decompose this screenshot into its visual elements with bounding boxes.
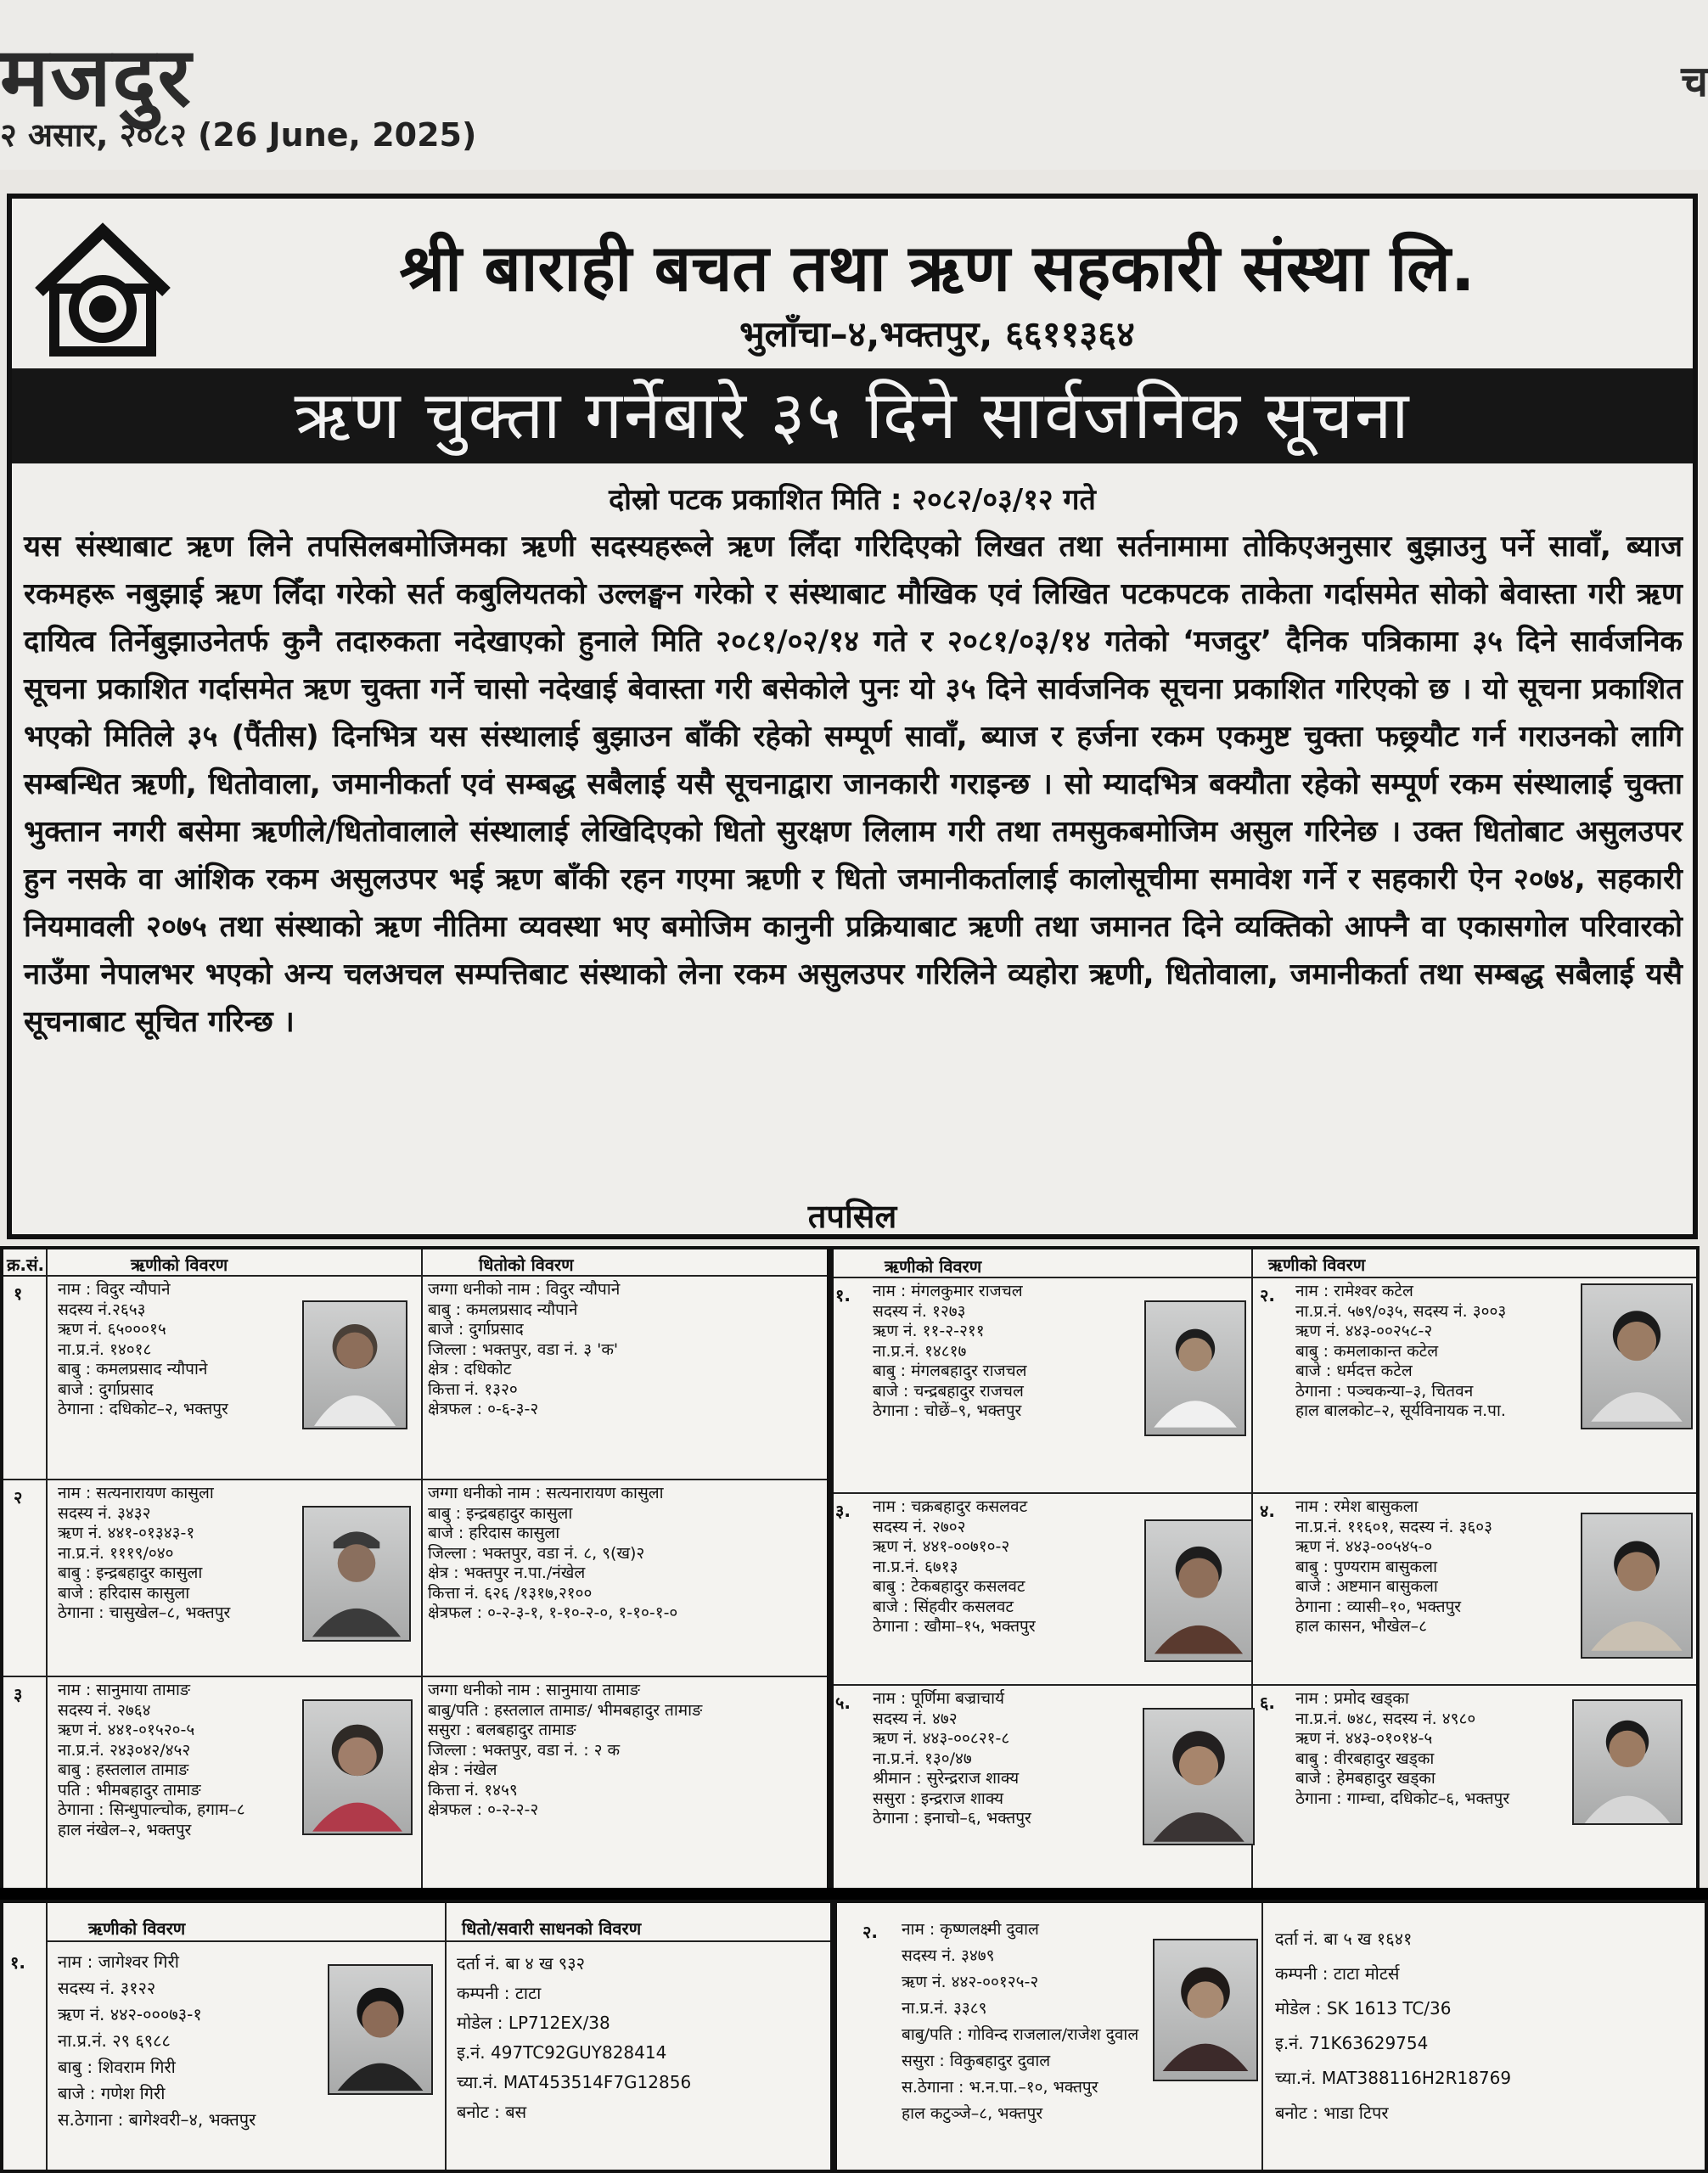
collateral-line: क्षेत्रफल : ०-६-३-२ bbox=[428, 1400, 539, 1418]
borrower-line: बाजे : चन्द्रबहादुर राजचल bbox=[873, 1381, 1024, 1401]
collateral-line: जग्गा धनीको नाम : विदुर न्यौपाने bbox=[428, 1280, 621, 1299]
schedule-table-d bbox=[834, 1900, 1708, 2173]
borrower-line: ना.प्र.नं. २९ ६९८८ bbox=[58, 2030, 171, 2051]
borrower-line: श्रीमान : सुरेन्द्रराज शाक्य bbox=[873, 1769, 1020, 1788]
collateral-line: ससुरा : बलबहादुर तामाङ bbox=[428, 1721, 576, 1739]
vehicle-line: च्या.नं. MAT388116H2R18769 bbox=[1275, 2068, 1512, 2088]
borrower-line: ना.प्र.नं. १३०/४७ bbox=[873, 1749, 972, 1768]
record-number: ६. bbox=[1260, 1693, 1275, 1713]
collateral-line: क्षेत्र : दधिकोट bbox=[428, 1360, 512, 1378]
borrower-details bbox=[1295, 1282, 1506, 1422]
borrower-line: बाबु : कमलाकान्त कटेल bbox=[1295, 1341, 1439, 1361]
borrower-details bbox=[1295, 1689, 1509, 1809]
borrower-photo bbox=[1581, 1513, 1693, 1659]
borrower-line: नाम : सानुमाया तामाङ bbox=[58, 1681, 191, 1699]
borrower-line: ससुरा : इन्द्रराज शाक्य bbox=[873, 1788, 1004, 1808]
vehicle-line: इ.नं. 497TC92GUY828414 bbox=[457, 2042, 667, 2063]
vehicle-details bbox=[1275, 1922, 1511, 2131]
collateral-line: बाबु : कमलप्रसाद न्यौपाने bbox=[428, 1300, 578, 1319]
borrower-line: पति : भीमबहादुर तामाङ bbox=[58, 1780, 201, 1800]
borrower-line: सदस्य नं. २७६४ bbox=[58, 1700, 151, 1720]
borrower-line: ऋण नं. ४४३-००२५८-२ bbox=[1295, 1322, 1433, 1340]
record-number: १ bbox=[14, 1283, 23, 1304]
borrower-line: बाजे : हेमबहादुर खड्का bbox=[1295, 1769, 1436, 1788]
publication-date: दोस्रो पटक प्रकाशित मिति : २०८२/०३/१२ गते bbox=[609, 483, 1096, 517]
borrower-line: बाजे : अष्टमान बासुकला bbox=[1295, 1577, 1438, 1596]
column-header-collateral: धितोको विवरण bbox=[479, 1255, 574, 1275]
column-header-borrower: ऋणीको विवरण bbox=[1268, 1255, 1366, 1275]
collateral-line: बाबु/पति : हस्तलाल तामाङ/ भीमबहादुर तामाङ bbox=[428, 1700, 703, 1720]
borrower-line: ऋण नं. ४४३-००८२१-८ bbox=[873, 1729, 1010, 1748]
borrower-line: ना.प्र.नं. ३३८९ bbox=[902, 1999, 987, 2018]
borrower-line: बाबु : शिवराम गिरी bbox=[58, 2057, 176, 2077]
borrower-line: बाबु : टेकबहादुर कसलवट bbox=[873, 1577, 1025, 1596]
borrower-line: सदस्य नं. ३१२२ bbox=[58, 1978, 156, 1998]
borrower-line: ऋण नं. ४४३-००५४५-० bbox=[1295, 1537, 1433, 1556]
borrower-line: ना.प्र.नं. ११६०१, सदस्य नं. ३६०३ bbox=[1295, 1517, 1492, 1536]
schedule-table-b bbox=[830, 1246, 1700, 1893]
column-header-borrower: ऋणीको विवरण bbox=[131, 1255, 228, 1275]
collateral-line: कित्ता नं. ६२६ /१३१७,२१०० bbox=[428, 1583, 593, 1603]
borrower-line: ससुरा : विकुबहादुर दुवाल bbox=[902, 2052, 1051, 2070]
borrower-line: ठेगाना : चासुखेल–८, भक्तपुर bbox=[58, 1603, 231, 1622]
collateral-line: कित्ता नं. १३२० bbox=[428, 1379, 518, 1399]
borrower-photo bbox=[302, 1506, 411, 1642]
borrower-line: ना.प्र.नं. १११९/०४० bbox=[58, 1543, 174, 1563]
borrower-line: नाम : प्रमोद खड्का bbox=[1295, 1689, 1409, 1708]
notice-body: यस संस्थाबाट ऋण लिने तपसिलबमोजिमका ऋणी सदस्यहरूले ऋण लिँदा गरिदिएको लिखत तथा सर्तनामामा तोकिएअनुसार बुझाउनु पर्ने सावाँ, ब्याज रकमहरू नबुझाई ऋण लिँदा गरेको सर्त कबुलियतको उल्लङ्घन गरेको र संस्थाबाट मौखिक एवं लिखित पटकपटक ताकेता गर्दासमेत सोको बेवास्ता गरी ऋण दायित्व तिर्नेबुझाउनेतर्फ कुनै तदारुकता नदेखाएको हुनाले मिति २०८१/०२/१४ गते र २०८१/०३/१४ गतेको ‘मजदुर’ दैनिक पत्रिकामा ३५ दिने सार्वजनिक सूचना प्रकाशित गर्दासमेत ऋण चुक्ता गर्ने चासो नदेखाई बेवास्ता गरी बसेकोले पुनः यो ३५ दिने सार्वजनिक सूचना प्रकाशित गरिएको छ । यो सूचना प्रकाशित भएको मितिले ३५ (पैंतीस) दिनभित्र यस संस्थालाई बुझाउन बाँकी रहेको सम्पूर्ण सावाँ, ब्याज र हर्जना रकम एकमुष्ट चुक्ता फछ्र्यौट गर्न गराउनको लागि सम्बन्धित ऋणी, धितोवाला, जमानीकर्ता एवं सम्बद्ध सबैलाई यसै सूचनाद्वारा जानकारी गराइन्छ । सो म्यादभित्र बक्यौता रहेको सम्पूर्ण रकम संस्थालाई चुक्ता भुक्तान नगरी बसेमा ऋणीले/धितोवालाले संस्थालाई लेखिदिएको धितो सुरक्षण लिलाम गरी तथा तमसुकबमोजिम असुल गरिनेछ । उक्त धितोबाट असुलउपर हुन नसके वा आंशिक रकम असुलउपर भई ऋण बाँकी रहन गएमा ऋणी र धितो जमानीकर्तालाई कालोसूचीमा समावेश गर्ने र सहकारी ऐन २०७४, सहकारी नियमावली २०७५ तथा संस्थाको ऋण नीतिमा व्यवस्था भए बमोजिम कानुनी प्रक्रियाबाट ऋणी तथा जमानत दिने व्यक्तिको आफ्नै वा एकासगोल परिवारको नाउँमा नेपालभर भएको अन्य चलअचल सम्पत्तिबाट संस्थाको लेना रकम असुलउपर गरिलिने व्यहोरा ऋणी, धितोवाला, जमानीकर्ता तथा सम्बद्ध सबैलाई यसै सूचनाबाट सूचित गरिन्छ । bbox=[24, 530, 1683, 1039]
vehicle-line: मोडेल : LP712EX/38 bbox=[457, 2013, 610, 2033]
vehicle-line: मोडेल : SK 1613 TC/36 bbox=[1275, 1998, 1452, 2019]
collateral-details bbox=[428, 1280, 620, 1420]
borrower-photo bbox=[302, 1300, 407, 1429]
borrower-line: बाबु : पुण्यराम बासुकला bbox=[1295, 1557, 1438, 1576]
borrower-details bbox=[873, 1689, 1031, 1829]
borrower-line: हाल बालकोट–२, सूर्यविनायक न.पा. bbox=[1295, 1401, 1506, 1420]
organization-address: भुलाँचा–४,भक्तपुर, ६६११३६४ bbox=[739, 313, 1135, 355]
borrower-line: हाल नंखेल–२, भक्तपुर bbox=[58, 1820, 192, 1839]
schedule-heading: तपसिल bbox=[807, 1198, 897, 1235]
borrower-line: बाबु : हस्तलाल तामाङ bbox=[58, 1760, 189, 1779]
record-number: २. bbox=[862, 1922, 878, 1942]
newspaper-name-fragment: च bbox=[1681, 57, 1708, 106]
cooperative-logo bbox=[31, 216, 175, 360]
borrower-line: नाम : सत्यनारायण कासुला bbox=[58, 1484, 214, 1502]
vehicle-line: बनोट : बस bbox=[457, 2102, 527, 2122]
borrower-line: बाजे : धर्मदत्त कटेल bbox=[1295, 1362, 1413, 1380]
borrower-line: ना.प्र.नं. २४३०४२/४५२ bbox=[58, 1740, 191, 1760]
collateral-line: क्षेत्र : नंखेल bbox=[428, 1760, 497, 1779]
borrower-photo bbox=[1153, 1939, 1258, 2081]
borrower-line: ठेगाना : इनाचो–६, भक्तपुर bbox=[873, 1809, 1031, 1828]
collateral-line: क्षेत्र : भक्तपुर न.पा./नंखेल bbox=[428, 1564, 586, 1582]
borrower-details bbox=[58, 1681, 245, 1840]
borrower-photo bbox=[1144, 1300, 1246, 1436]
vehicle-line: बनोट : भाडा टिपर bbox=[1275, 2103, 1389, 2123]
notice-title: ऋण चुक्ता गर्नेबारे ३५ दिने सार्वजनिक सूचना bbox=[294, 378, 1411, 454]
borrower-details bbox=[58, 1949, 256, 2133]
vehicle-line: च्या.नं. MAT453514F7G12856 bbox=[457, 2072, 692, 2092]
borrower-line: नाम : मंगलकुमार राजचल bbox=[873, 1282, 1023, 1300]
borrower-line: ठेगाना : सिन्धुपाल्चोक, हगाम–८ bbox=[58, 1800, 245, 1819]
collateral-details bbox=[428, 1681, 702, 1821]
organization-name: श्री बाराही बचत तथा ऋण सहकारी संस्था लि. bbox=[399, 230, 1475, 306]
record-number: ३ bbox=[14, 1684, 23, 1704]
borrower-line: ऋण नं. ४४२-०००७३-१ bbox=[58, 2004, 202, 2024]
borrower-line: बाजे : दुर्गाप्रसाद bbox=[58, 1379, 154, 1399]
collateral-line: बाबु : इन्द्रबहादुर कासुला bbox=[428, 1503, 573, 1523]
collateral-line: जग्गा धनीको नाम : सानुमाया तामाङ bbox=[428, 1681, 640, 1699]
borrower-line: नाम : रामेश्वर कटेल bbox=[1295, 1282, 1413, 1300]
vehicle-line: कम्पनी : टाटा bbox=[457, 1983, 542, 2003]
borrower-line: सदस्य नं. २७०२ bbox=[873, 1517, 966, 1536]
collateral-line: क्षेत्रफल : ०-२-३-१, १-१०-२-०, १-१०-१-० bbox=[428, 1603, 678, 1622]
borrower-line: बाजे : गणेश गिरी bbox=[58, 2083, 166, 2103]
borrower-line: सदस्य नं. १२७३ bbox=[873, 1301, 966, 1321]
borrower-line: ऋण नं. ४४१-०१३४३-१ bbox=[58, 1524, 195, 1542]
borrower-details bbox=[58, 1484, 230, 1624]
vehicle-line: कम्पनी : टाटा मोटर्स bbox=[1275, 1963, 1400, 1984]
borrower-line: सदस्य नं. ३४७९ bbox=[902, 1946, 995, 1965]
borrower-details bbox=[902, 1917, 1138, 2127]
borrower-line: बाबु : मंगलबहादुर राजचल bbox=[873, 1362, 1027, 1380]
borrower-line: नाम : जागेश्वर गिरी bbox=[58, 1951, 179, 1972]
borrower-details bbox=[873, 1282, 1027, 1422]
column-header-sn: क्र.सं. bbox=[7, 1255, 45, 1275]
vehicle-line: दर्ता नं. बा ५ ख १६४१ bbox=[1275, 1929, 1413, 1949]
borrower-line: ना.प्र.नं. ६७१३ bbox=[873, 1557, 958, 1576]
borrower-details bbox=[58, 1280, 228, 1420]
borrower-line: नाम : पूर्णिमा बज्राचार्य bbox=[873, 1689, 1005, 1708]
borrower-line: बाजे : हरिदास कासुला bbox=[58, 1583, 190, 1603]
borrower-line: बाबु : वीरबहादुर खड्का bbox=[1295, 1749, 1435, 1768]
borrower-line: ना.प्र.नं. ५७९/०३५, सदस्य नं. ३००३ bbox=[1295, 1301, 1507, 1321]
vehicle-line: इ.नं. 71K63629754 bbox=[1275, 2033, 1429, 2053]
borrower-line: ठेगाना : दधिकोट–२, भक्तपुर bbox=[58, 1400, 228, 1418]
borrower-line: ऋण नं. ४४१-०१५२०-५ bbox=[58, 1721, 195, 1739]
borrower-photo bbox=[1144, 1519, 1253, 1662]
borrower-photo bbox=[302, 1699, 413, 1835]
borrower-line: नाम : रमेश बासुकला bbox=[1295, 1497, 1419, 1516]
borrower-line: ठेगाना : पञ्चकन्या–३, चितवन bbox=[1295, 1381, 1474, 1401]
collateral-line: कित्ता नं. १४५९ bbox=[428, 1780, 518, 1800]
collateral-details bbox=[428, 1484, 677, 1624]
collateral-line: जिल्ला : भक्तपुर, वडा नं. : २ क bbox=[428, 1740, 621, 1760]
borrower-line: ठेगाना : गाम्चा, दधिकोट–६, भक्तपुर bbox=[1295, 1788, 1510, 1808]
borrower-line: नाम : कृष्णलक्ष्मी दुवाल bbox=[902, 1920, 1039, 1939]
borrower-line: बाबु/पति : गोविन्द राजलाल/राजेश दुवाल bbox=[902, 2025, 1139, 2044]
record-number: ३. bbox=[835, 1501, 851, 1521]
borrower-line: ऋण नं. ४४२-००१२५-२ bbox=[902, 1973, 1039, 1991]
borrower-photo bbox=[1143, 1708, 1255, 1845]
record-number: २. bbox=[1260, 1285, 1275, 1305]
collateral-line: क्षेत्रफल : ०-२-२-२ bbox=[428, 1800, 539, 1819]
collateral-line: बाजे : दुर्गाप्रसाद bbox=[428, 1320, 524, 1339]
newspaper-name: मजदुर bbox=[0, 30, 193, 125]
borrower-line: ठेगाना : चोछें–९, भक्तपुर bbox=[873, 1401, 1022, 1420]
borrower-line: बाबु : कमलप्रसाद न्यौपाने bbox=[58, 1360, 208, 1378]
column-header-borrower: ऋणीको विवरण bbox=[88, 1918, 186, 1939]
borrower-photo bbox=[1572, 1699, 1683, 1825]
notice-title-band bbox=[12, 368, 1693, 463]
borrower-line: स.ठेगाना : भ.न.पा.–१०, भक्तपुर bbox=[902, 2078, 1098, 2097]
borrower-details bbox=[1295, 1497, 1492, 1637]
borrower-line: ऋण नं. ४४३-०१०१४-५ bbox=[1295, 1729, 1433, 1748]
borrower-line: सदस्य नं.२६५३ bbox=[58, 1300, 146, 1319]
borrower-line: सदस्य नं. ३४३२ bbox=[58, 1503, 151, 1523]
record-number: १. bbox=[10, 1952, 25, 1973]
borrower-line: ना.प्र.नं. ७४८, सदस्य नं. ४९८० bbox=[1295, 1709, 1476, 1728]
collateral-line: जग्गा धनीको नाम : सत्यनारायण कासुला bbox=[428, 1484, 664, 1502]
public-notice bbox=[7, 194, 1698, 1239]
schedule-table-a bbox=[0, 1246, 830, 1893]
borrower-line: ऋण नं. ११-२-२११ bbox=[873, 1322, 985, 1340]
borrower-line: ना.प्र.नं. १४८१७ bbox=[873, 1341, 967, 1361]
borrower-line: स.ठेगाना : बागेश्वरी–४, भक्तपुर bbox=[58, 2109, 256, 2130]
column-header-vehicle: धितो/सवारी साधनको विवरण bbox=[462, 1918, 642, 1939]
borrower-line: ठेगाना : खौमा–१५, भक्तपुर bbox=[873, 1617, 1036, 1636]
collateral-line: बाजे : हरिदास कासुला bbox=[428, 1524, 560, 1542]
borrower-photo bbox=[1581, 1283, 1693, 1429]
borrower-line: नाम : चक्रबहादुर कसलवट bbox=[873, 1497, 1028, 1516]
borrower-line: हाल कटुञ्जे–८, भक्तपुर bbox=[902, 2104, 1043, 2123]
borrower-line: बाजे : सिंहवीर कसलवट bbox=[873, 1597, 1014, 1616]
borrower-line: ऋण नं. ६५०००१५ bbox=[58, 1320, 166, 1339]
vehicle-details bbox=[457, 1949, 691, 2127]
borrower-line: ना.प्र.नं. १४०१८ bbox=[58, 1339, 152, 1359]
borrower-line: सदस्य नं. ४७२ bbox=[873, 1709, 958, 1728]
borrower-line: हाल कासन, भौखेल–८ bbox=[1295, 1617, 1427, 1636]
collateral-line: जिल्ला : भक्तपुर, वडा नं. ३ 'क' bbox=[428, 1339, 619, 1359]
collateral-line: जिल्ला : भक्तपुर, वडा नं. ८, ९(ख)२ bbox=[428, 1543, 645, 1563]
record-number: ४. bbox=[1260, 1501, 1275, 1521]
vehicle-line: दर्ता नं. बा ४ ख ९३२ bbox=[457, 1953, 586, 1974]
column-header-borrower: ऋणीको विवरण bbox=[885, 1256, 982, 1277]
panel-separator bbox=[0, 1888, 1708, 1900]
borrower-photo bbox=[328, 1964, 433, 2095]
issue-date: २ असार, २०८२ (26 June, 2025) bbox=[0, 116, 477, 154]
newspaper-masthead bbox=[0, 0, 1708, 170]
record-number: ५. bbox=[835, 1693, 851, 1713]
record-number: १. bbox=[835, 1285, 851, 1305]
borrower-line: ऋण नं. ४४१-००७१०-२ bbox=[873, 1537, 1010, 1556]
borrower-line: ठेगाना : व्यासी–१०, भक्तपुर bbox=[1295, 1597, 1462, 1616]
schedule-table-c bbox=[0, 1900, 834, 2173]
record-number: २ bbox=[14, 1487, 23, 1508]
borrower-line: बाबु : इन्द्रबहादुर कासुला bbox=[58, 1564, 203, 1582]
borrower-line: नाम : विदुर न्यौपाने bbox=[58, 1280, 171, 1299]
borrower-details bbox=[873, 1497, 1036, 1637]
